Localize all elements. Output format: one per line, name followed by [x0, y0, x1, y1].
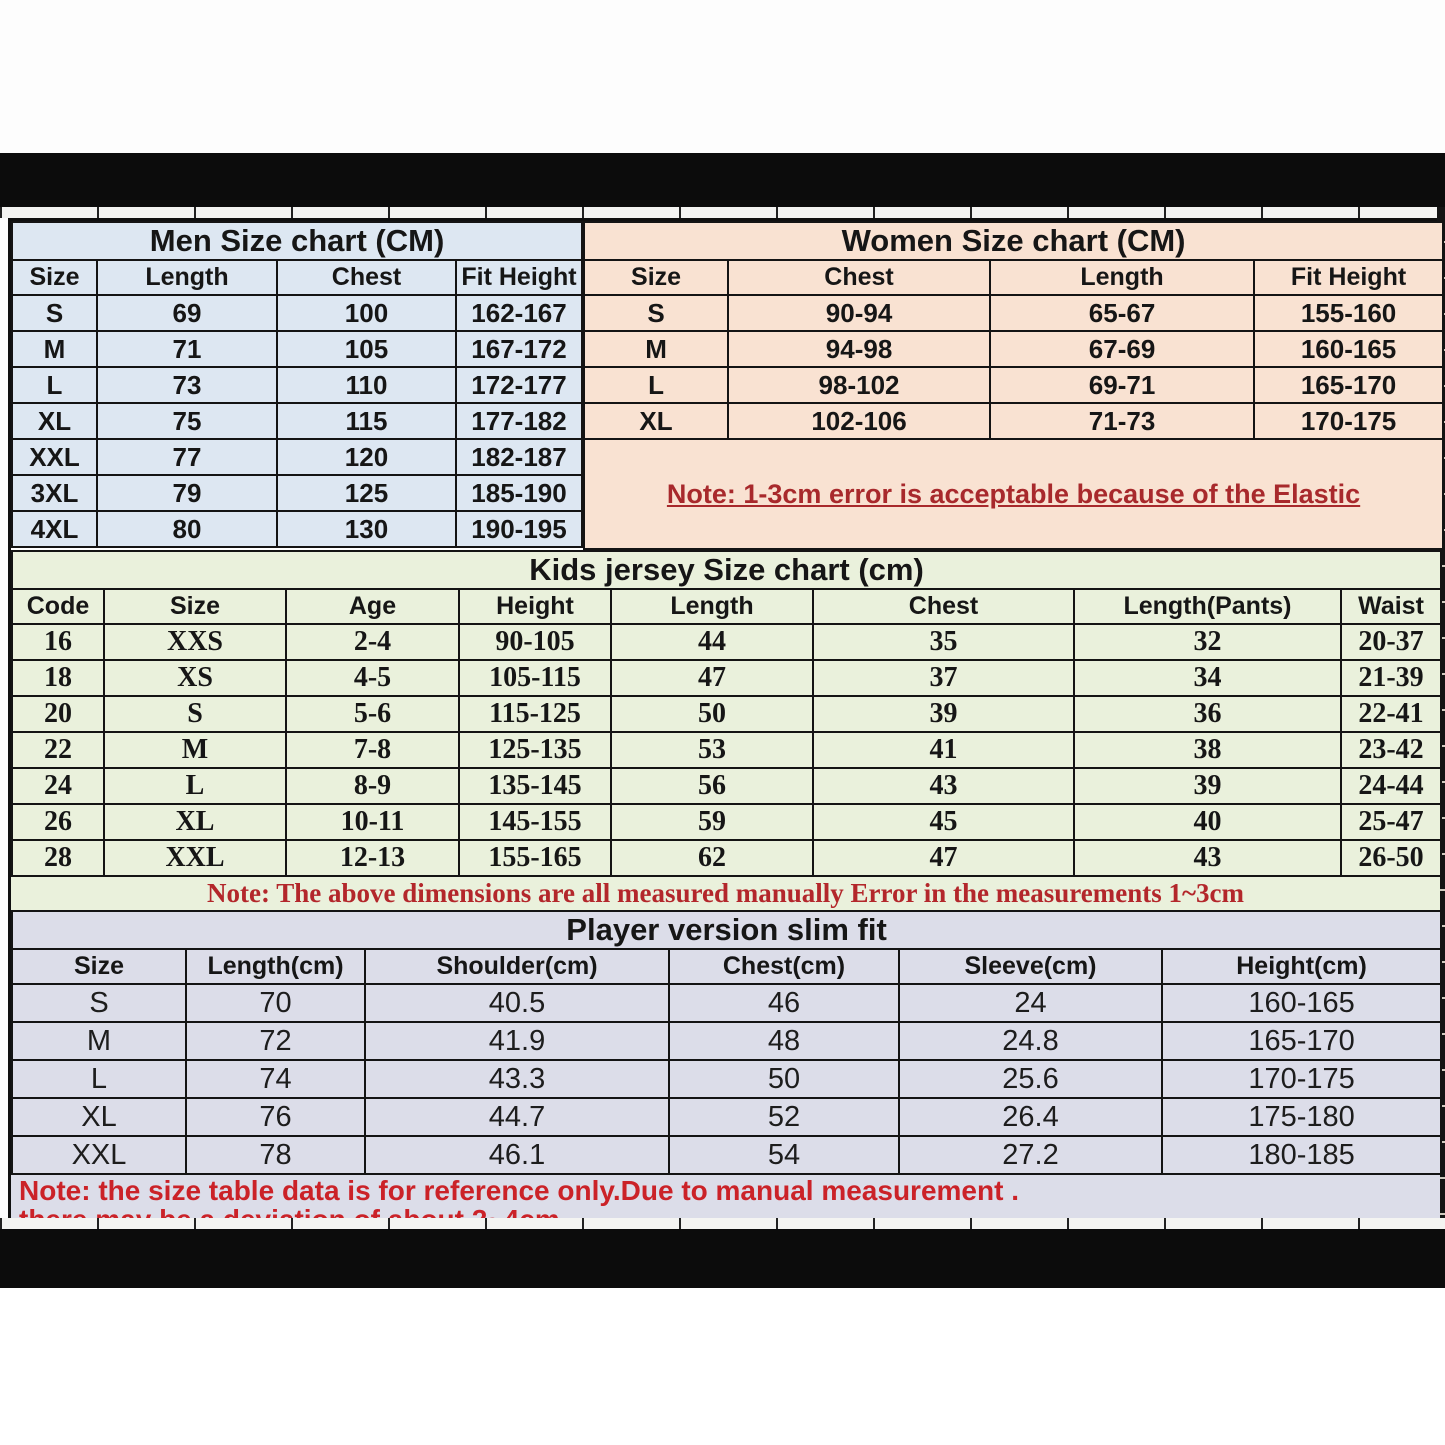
table-cell: 24.8 [899, 1022, 1162, 1060]
table-cell: S [584, 295, 728, 331]
table-cell: 78 [186, 1136, 365, 1174]
player-table-body [12, 984, 1441, 1174]
table-cell: XS [104, 660, 286, 696]
kids-table-body [12, 624, 1441, 876]
table-cell: S [104, 696, 286, 732]
men-table-title-row [12, 222, 582, 260]
table-cell: S [12, 984, 186, 1022]
women-table-title-row [584, 222, 1443, 260]
table-cell: 34 [1074, 660, 1341, 696]
table-cell: 24 [12, 768, 104, 804]
table-cell: 28 [12, 840, 104, 876]
table-cell: 105-115 [459, 660, 611, 696]
player-table-header-row [12, 949, 1441, 984]
header-cell: Chest [728, 260, 990, 295]
table-cell: 155-165 [459, 840, 611, 876]
table-row [584, 403, 1443, 439]
table-cell: 35 [813, 624, 1074, 660]
table-cell: 56 [611, 768, 813, 804]
table-cell: 177-182 [456, 403, 582, 439]
table-cell: 47 [813, 840, 1074, 876]
table-cell: 62 [611, 840, 813, 876]
table-cell: 50 [611, 696, 813, 732]
men-size-table [11, 221, 583, 548]
table-cell: 67-69 [990, 331, 1254, 367]
table-cell: 44 [611, 624, 813, 660]
table-cell: 43 [813, 768, 1074, 804]
kids-table-header-row [12, 589, 1441, 624]
table-cell: 76 [186, 1098, 365, 1136]
header-cell: Length(Pants) [1074, 589, 1341, 624]
footer-note-line1: Note: the size table data is for reference only.Due to manual measurement . [19, 1175, 1019, 1206]
table-cell: 71-73 [990, 403, 1254, 439]
table-cell: 23-42 [1341, 732, 1441, 768]
table-cell: 20-37 [1341, 624, 1441, 660]
table-row [12, 475, 582, 511]
table-row [12, 295, 582, 331]
table-cell: XXS [104, 624, 286, 660]
kids-measurement-note: Note: The above dimensions are all measured manually Error in the measurements 1~3cm [11, 877, 1440, 910]
table-cell: 27.2 [899, 1136, 1162, 1174]
table-cell: 47 [611, 660, 813, 696]
table-cell: 145-155 [459, 804, 611, 840]
table-cell: 16 [12, 624, 104, 660]
table-cell: 44.7 [365, 1098, 669, 1136]
women-size-table [583, 221, 1444, 550]
top-grid-strip [0, 207, 1445, 218]
player-table-title: Player version slim fit [12, 911, 1441, 949]
table-cell: 90-105 [459, 624, 611, 660]
table-cell: 37 [813, 660, 1074, 696]
table-cell: 110 [277, 367, 456, 403]
table-cell: M [12, 331, 97, 367]
table-cell: 185-190 [456, 475, 582, 511]
table-cell: 75 [97, 403, 277, 439]
table-cell: L [584, 367, 728, 403]
bottom-black-bar [0, 1229, 1445, 1288]
table-cell: 70 [186, 984, 365, 1022]
table-cell: 10-11 [286, 804, 459, 840]
header-cell: Size [12, 260, 97, 295]
header-cell: Chest [813, 589, 1074, 624]
table-cell: 39 [813, 696, 1074, 732]
men-table-title: Men Size chart (CM) [12, 222, 582, 260]
table-cell: 26 [12, 804, 104, 840]
table-cell: 38 [1074, 732, 1341, 768]
table-cell: 98-102 [728, 367, 990, 403]
table-cell: 170-175 [1162, 1060, 1441, 1098]
table-cell: 69-71 [990, 367, 1254, 403]
kids-table-title: Kids jersey Size chart (cm) [12, 551, 1441, 589]
table-row [12, 1022, 1441, 1060]
kids-table-title-row [12, 551, 1441, 589]
men-table-body [12, 295, 582, 547]
table-cell: M [12, 1022, 186, 1060]
table-row [12, 511, 582, 547]
header-cell: Waist [1341, 589, 1441, 624]
header-cell: Chest(cm) [669, 949, 899, 984]
player-size-table [11, 910, 1442, 1175]
table-cell: 36 [1074, 696, 1341, 732]
table-cell: 25.6 [899, 1060, 1162, 1098]
header-cell: Height(cm) [1162, 949, 1441, 984]
table-cell: 24-44 [1341, 768, 1441, 804]
table-row [12, 367, 582, 403]
table-cell: 43 [1074, 840, 1341, 876]
bottom-grid-strip [0, 1218, 1445, 1229]
men-table-header-row [12, 260, 582, 295]
table-row [12, 768, 1441, 804]
table-cell: 80 [97, 511, 277, 547]
table-cell: XXL [12, 439, 97, 475]
table-cell: 2-4 [286, 624, 459, 660]
bottom-white-area [0, 1288, 1445, 1445]
table-cell: 40.5 [365, 984, 669, 1022]
header-cell: Age [286, 589, 459, 624]
table-cell: 18 [12, 660, 104, 696]
table-cell: 71 [97, 331, 277, 367]
header-cell: Length [611, 589, 813, 624]
table-cell: 46.1 [365, 1136, 669, 1174]
kids-size-table [11, 550, 1442, 877]
header-cell: Size [12, 949, 186, 984]
table-cell: 155-160 [1254, 295, 1443, 331]
top-black-bar [0, 153, 1445, 207]
table-cell: 65-67 [990, 295, 1254, 331]
header-cell: Length [97, 260, 277, 295]
table-cell: 39 [1074, 768, 1341, 804]
table-cell: 53 [611, 732, 813, 768]
table-cell: 182-187 [456, 439, 582, 475]
table-cell: 3XL [12, 475, 97, 511]
header-cell: Shoulder(cm) [365, 949, 669, 984]
table-row [12, 984, 1441, 1022]
header-cell: Size [584, 260, 728, 295]
table-cell: 135-145 [459, 768, 611, 804]
table-cell: L [104, 768, 286, 804]
table-cell: 54 [669, 1136, 899, 1174]
table-cell: 180-185 [1162, 1136, 1441, 1174]
header-cell: Sleeve(cm) [899, 949, 1162, 984]
table-cell: 26-50 [1341, 840, 1441, 876]
table-row [12, 403, 582, 439]
table-cell: 74 [186, 1060, 365, 1098]
table-cell: 5-6 [286, 696, 459, 732]
table-cell: 41.9 [365, 1022, 669, 1060]
table-row [12, 439, 582, 475]
table-row [12, 624, 1441, 660]
table-cell: 162-167 [456, 295, 582, 331]
table-cell: 22-41 [1341, 696, 1441, 732]
table-cell: 22 [12, 732, 104, 768]
table-cell: 72 [186, 1022, 365, 1060]
table-cell: M [584, 331, 728, 367]
table-cell: 170-175 [1254, 403, 1443, 439]
women-elastic-note: Note: 1-3cm error is acceptable because of the Elastic [666, 478, 1361, 509]
table-cell: 12-13 [286, 840, 459, 876]
table-cell: 24 [899, 984, 1162, 1022]
men-women-section [11, 221, 1434, 550]
table-cell: 165-170 [1254, 367, 1443, 403]
table-row [12, 1136, 1441, 1174]
table-cell: 20 [12, 696, 104, 732]
women-note-row [584, 439, 1443, 549]
size-tables-container [8, 218, 1437, 1218]
table-cell: 100 [277, 295, 456, 331]
table-cell: 8-9 [286, 768, 459, 804]
table-row [12, 331, 582, 367]
table-row [584, 367, 1443, 403]
table-cell: 26.4 [899, 1098, 1162, 1136]
table-cell: 175-180 [1162, 1098, 1441, 1136]
women-table-header-row [584, 260, 1443, 295]
table-cell: XL [12, 1098, 186, 1136]
women-table-title: Women Size chart (CM) [584, 222, 1443, 260]
table-cell: S [12, 295, 97, 331]
table-cell: 45 [813, 804, 1074, 840]
table-cell: 167-172 [456, 331, 582, 367]
table-cell: 130 [277, 511, 456, 547]
table-cell: 105 [277, 331, 456, 367]
header-cell: Fit Height [1254, 260, 1443, 295]
table-cell: 160-165 [1254, 331, 1443, 367]
table-row [12, 1060, 1441, 1098]
table-row [584, 295, 1443, 331]
header-cell: Height [459, 589, 611, 624]
table-cell: 43.3 [365, 1060, 669, 1098]
table-cell: 90-94 [728, 295, 990, 331]
table-row [12, 1098, 1441, 1136]
table-cell: 73 [97, 367, 277, 403]
table-cell: 102-106 [728, 403, 990, 439]
table-cell: XL [12, 403, 97, 439]
table-cell: 115 [277, 403, 456, 439]
table-cell: 190-195 [456, 511, 582, 547]
table-cell: 41 [813, 732, 1074, 768]
table-cell: 79 [97, 475, 277, 511]
header-cell: Code [12, 589, 104, 624]
table-cell: XXL [12, 1136, 186, 1174]
table-cell: 125-135 [459, 732, 611, 768]
header-cell: Chest [277, 260, 456, 295]
table-cell: 69 [97, 295, 277, 331]
table-cell: 4XL [12, 511, 97, 547]
table-row [584, 331, 1443, 367]
table-cell: 32 [1074, 624, 1341, 660]
women-table-body [584, 295, 1443, 439]
table-cell: 21-39 [1341, 660, 1441, 696]
table-cell: M [104, 732, 286, 768]
table-cell: 46 [669, 984, 899, 1022]
table-cell: 4-5 [286, 660, 459, 696]
table-cell: 120 [277, 439, 456, 475]
table-cell: 40 [1074, 804, 1341, 840]
table-cell: XL [584, 403, 728, 439]
table-row [12, 840, 1441, 876]
table-row [12, 660, 1441, 696]
table-cell: 50 [669, 1060, 899, 1098]
table-row [12, 804, 1441, 840]
header-cell: Length [990, 260, 1254, 295]
table-cell: 125 [277, 475, 456, 511]
player-table-title-row [12, 911, 1441, 949]
table-cell: 165-170 [1162, 1022, 1441, 1060]
table-row [12, 696, 1441, 732]
table-cell: L [12, 1060, 186, 1098]
table-cell: 48 [669, 1022, 899, 1060]
table-cell: 59 [611, 804, 813, 840]
header-cell: Fit Height [456, 260, 582, 295]
header-cell: Size [104, 589, 286, 624]
table-cell: 115-125 [459, 696, 611, 732]
table-cell: 160-165 [1162, 984, 1441, 1022]
table-cell: 172-177 [456, 367, 582, 403]
table-cell: 25-47 [1341, 804, 1441, 840]
table-row [12, 732, 1441, 768]
table-cell: L [12, 367, 97, 403]
table-cell: XXL [104, 840, 286, 876]
table-cell: 77 [97, 439, 277, 475]
header-cell: Length(cm) [186, 949, 365, 984]
table-cell: 94-98 [728, 331, 990, 367]
table-cell: XL [104, 804, 286, 840]
table-cell: 52 [669, 1098, 899, 1136]
table-cell: 7-8 [286, 732, 459, 768]
